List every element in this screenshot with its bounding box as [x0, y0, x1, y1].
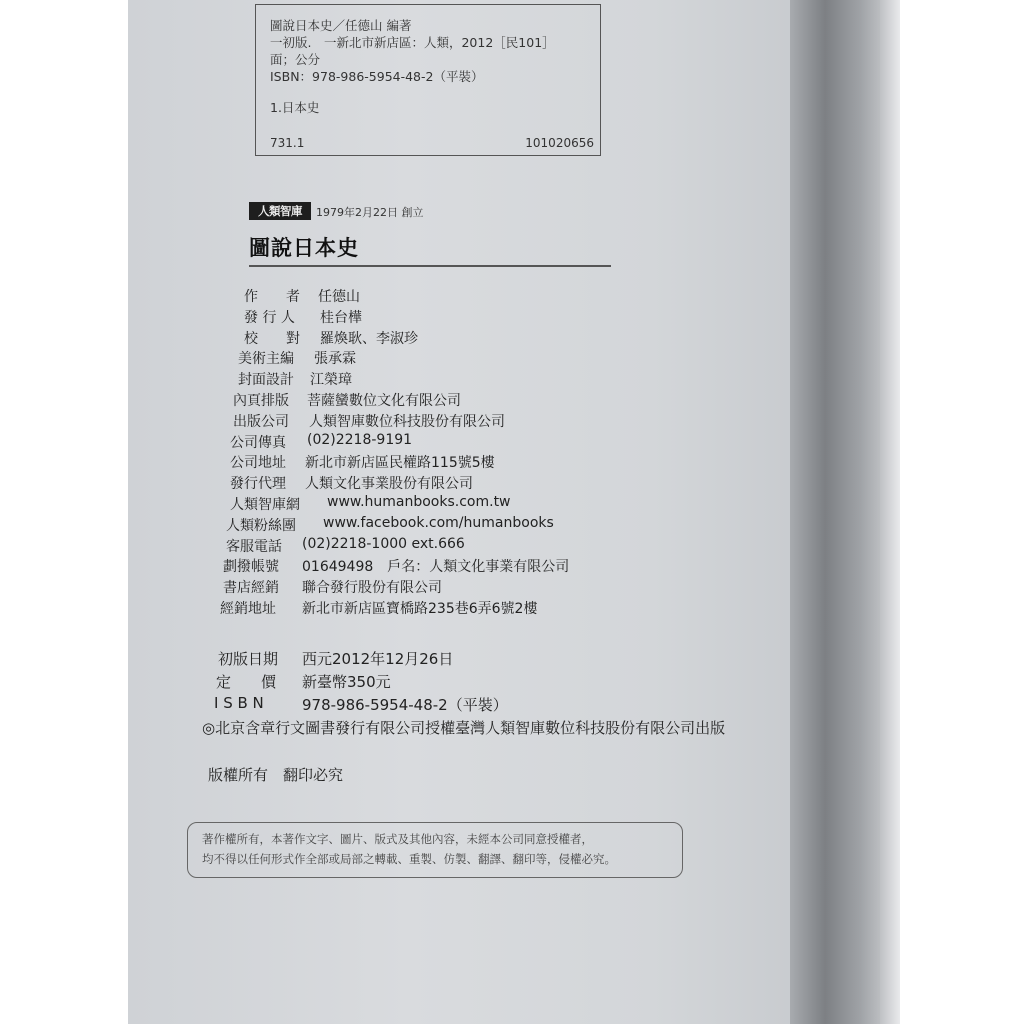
credit-label: 書店經銷	[223, 580, 279, 597]
cip-record-number: 101020656	[525, 136, 594, 150]
edition-value: 新臺幣350元	[302, 673, 391, 691]
cip-pages-line: 面；公分	[270, 52, 321, 67]
credit-label: 美術主編	[238, 351, 294, 368]
credit-value: 新北市新店區寶橋路235巷6弄6號2樓	[302, 601, 538, 617]
credit-label: 封面設計	[238, 372, 294, 389]
next-page-edge	[880, 0, 900, 1024]
cip-catalog-box	[255, 4, 601, 156]
cip-subject: 1.日本史	[270, 100, 320, 115]
credit-value: www.facebook.com/humanbooks	[323, 514, 554, 531]
credit-value: (02)2218-1000 ext.666	[302, 535, 465, 552]
credit-value: 新北市新店區民權路115號5樓	[305, 455, 495, 472]
credit-label: 出版公司	[233, 413, 289, 430]
credit-label: 經銷地址	[220, 601, 276, 617]
notice-line-1: 著作權所有，本著作文字、圖片、版式及其他內容，未經本公司同意授權者，	[202, 832, 593, 846]
rights-statement: 版權所有 翻印必究	[208, 766, 344, 784]
background-left	[0, 0, 130, 1024]
credit-label: 客服電話	[226, 538, 282, 555]
cip-classification: 731.1	[270, 136, 305, 150]
credit-value: 菩薩蠻數位文化有限公司	[307, 393, 461, 409]
credit-label: 劃撥帳號	[223, 559, 279, 576]
credit-label: 公司傳真	[230, 434, 286, 451]
cip-edition-line: 一初版. 一新北市新店區：人類，2012［民101］	[270, 35, 555, 50]
page-gutter-shadow	[790, 0, 890, 1024]
credit-value: (02)2218-9191	[307, 431, 413, 448]
copyright-notice	[187, 822, 683, 878]
edition-label: I S B N	[214, 694, 264, 712]
book-title: 圖說日本史	[249, 235, 359, 260]
credit-label: 發行代理	[230, 476, 286, 493]
credit-value: 江榮璋	[310, 372, 352, 389]
credit-label: 內頁排版	[233, 393, 289, 409]
credit-value: 聯合發行股份有限公司	[302, 580, 442, 597]
license-statement: ◎北京含章行文圖書發行有限公司授權臺灣人類智庫數位科技股份有限公司出版	[202, 719, 726, 737]
title-divider	[249, 265, 611, 267]
notice-line-2: 均不得以任何形式作全部或局部之轉載、重製、仿製、翻譯、翻印等，侵權必究。	[202, 852, 616, 866]
founded-date: 1979年2月22日 創立	[316, 206, 424, 219]
credit-value: 人類文化事業股份有限公司	[305, 476, 473, 493]
credit-label: 人類智庫網	[230, 497, 300, 513]
credit-value: 01649498 戶名：人類文化事業有限公司	[302, 559, 570, 576]
credit-value: 任德山	[318, 289, 360, 305]
credit-label: 發 行 人	[244, 309, 295, 326]
background-right	[900, 0, 1024, 1024]
edition-label: 定 價	[216, 673, 277, 691]
publisher-logo: 人類智庫	[249, 202, 311, 220]
edition-value: 978-986-5954-48-2（平裝）	[302, 696, 508, 714]
credit-label: 公司地址	[230, 455, 286, 472]
credit-value: www.humanbooks.com.tw	[327, 494, 511, 510]
credit-value: 桂台樺	[320, 309, 362, 326]
credit-value: 羅煥耿、李淑珍	[320, 330, 418, 347]
cip-isbn-line: ISBN：978-986-5954-48-2（平裝）	[270, 69, 484, 84]
credit-label: 校 對	[244, 330, 300, 347]
edition-value: 西元2012年12月26日	[302, 650, 454, 668]
credit-value: 張承霖	[314, 351, 356, 368]
credit-label: 人類粉絲團	[226, 517, 296, 534]
cip-title-line: 圖說日本史／任德山 編著	[270, 18, 412, 33]
credit-value: 人類智庫數位科技股份有限公司	[309, 413, 505, 430]
credit-label: 作 者	[244, 289, 300, 305]
edition-label: 初版日期	[218, 650, 279, 668]
